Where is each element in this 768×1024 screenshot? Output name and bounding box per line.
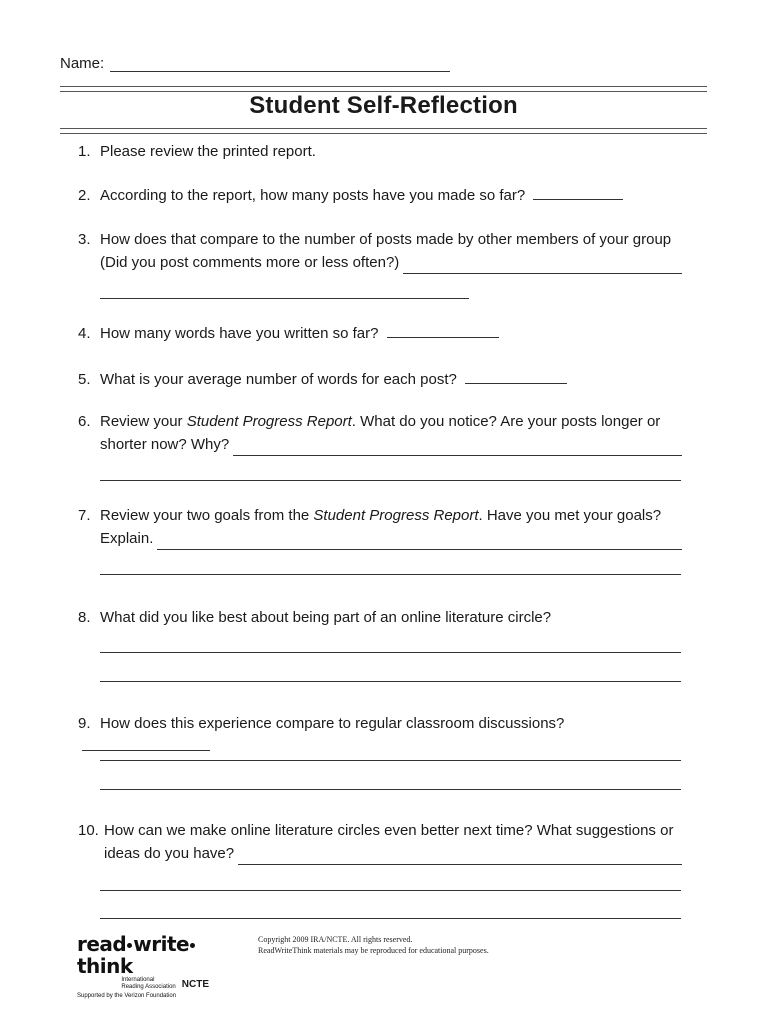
- question-text: What did you like best about being part of an online literature circle?: [100, 609, 552, 626]
- question-10: [78, 819, 682, 865]
- answer-blank[interactable]: [82, 736, 210, 751]
- question-number: 4.: [78, 325, 91, 342]
- question-number: 10.: [78, 822, 99, 839]
- question-text-post: . What do you notice? Are your posts longer or: [351, 413, 661, 430]
- question-8: [78, 606, 682, 629]
- answer-blank[interactable]: [403, 258, 682, 274]
- logo-support-text: Supported by the Verizon Foundation: [77, 993, 177, 999]
- question-number: 5.: [78, 371, 91, 388]
- answer-line[interactable]: [100, 574, 681, 575]
- answer-line[interactable]: [100, 760, 681, 761]
- question-text-line1: How can we make online literature circles even better next time? What suggestions or: [104, 822, 674, 839]
- question-text-line2: Explain.: [100, 530, 154, 547]
- question-number: 7.: [78, 507, 91, 524]
- question-text: How does this experience compare to regular classroom discussions?: [100, 715, 565, 732]
- question-text: Please review the printed report.: [100, 143, 316, 160]
- question-text: What is your average number of words for each post?: [100, 371, 457, 388]
- logo-word-think: think: [77, 954, 133, 978]
- question-text: How many words have you written so far?: [100, 325, 379, 342]
- question-text-pre: Review your: [100, 413, 187, 430]
- logo-word-write: write: [133, 932, 190, 956]
- answer-blank[interactable]: [238, 849, 682, 865]
- question-text: According to the report, how many posts have you made so far?: [100, 187, 526, 204]
- answer-line[interactable]: [100, 789, 681, 790]
- title-bottom-rule: [60, 128, 707, 134]
- question-6: [78, 410, 682, 456]
- answer-blank[interactable]: [387, 323, 499, 338]
- question-text-line2: ideas do you have?: [104, 845, 235, 862]
- question-number: 9.: [78, 715, 91, 732]
- question-5: [78, 368, 682, 391]
- logo-dot-icon: [190, 943, 195, 948]
- answer-blank[interactable]: [533, 185, 623, 200]
- logo-dot-icon: [127, 943, 132, 948]
- question-4: [78, 322, 682, 345]
- report-title: Student Progress Report: [313, 507, 479, 524]
- question-number: 6.: [78, 413, 91, 430]
- name-field-row: [60, 55, 450, 72]
- copyright-line-1: Copyright 2009 IRA/NCTE. All rights reserved.: [258, 935, 413, 944]
- answer-blank[interactable]: [233, 440, 682, 456]
- answer-line[interactable]: [100, 890, 681, 891]
- logo-ira-line2: Reading Association: [121, 984, 176, 990]
- answer-line[interactable]: [100, 652, 681, 653]
- question-9: [78, 712, 682, 758]
- logo-ira-line1: International: [121, 977, 155, 983]
- name-blank-line[interactable]: [110, 57, 450, 72]
- answer-line[interactable]: [100, 480, 681, 481]
- copyright-line-2: ReadWriteThink materials may be reproduced for educational purposes.: [258, 946, 489, 955]
- answer-line[interactable]: [100, 918, 681, 919]
- copyright-notice: [258, 934, 489, 956]
- name-label: Name:: [60, 55, 105, 72]
- question-text-line2: (Did you post comments more or less often?): [100, 254, 400, 271]
- question-2: [78, 184, 682, 207]
- question-number: 8.: [78, 609, 91, 626]
- question-number: 1.: [78, 143, 91, 160]
- question-text-line1: How does that compare to the number of posts made by other members of your group: [100, 231, 672, 248]
- report-title: Student Progress Report: [186, 413, 352, 430]
- answer-blank[interactable]: [157, 534, 682, 550]
- logo-ncte: NCTE: [181, 978, 209, 990]
- question-7: [78, 504, 682, 550]
- question-text-post: . Have you met your goals?: [478, 507, 662, 524]
- answer-line[interactable]: [100, 298, 469, 299]
- readwritethink-logo: [77, 932, 229, 999]
- answer-line[interactable]: [100, 681, 681, 682]
- question-3: [78, 228, 682, 274]
- logo-word-read: read: [77, 932, 127, 956]
- question-1: [78, 140, 682, 163]
- question-text-pre: Review your two goals from the: [100, 507, 314, 524]
- question-text-line2: shorter now? Why?: [100, 436, 230, 453]
- question-number: 2.: [78, 187, 91, 204]
- page-title: Student Self-Reflection: [249, 92, 518, 119]
- answer-blank[interactable]: [465, 369, 567, 384]
- question-number: 3.: [78, 231, 91, 248]
